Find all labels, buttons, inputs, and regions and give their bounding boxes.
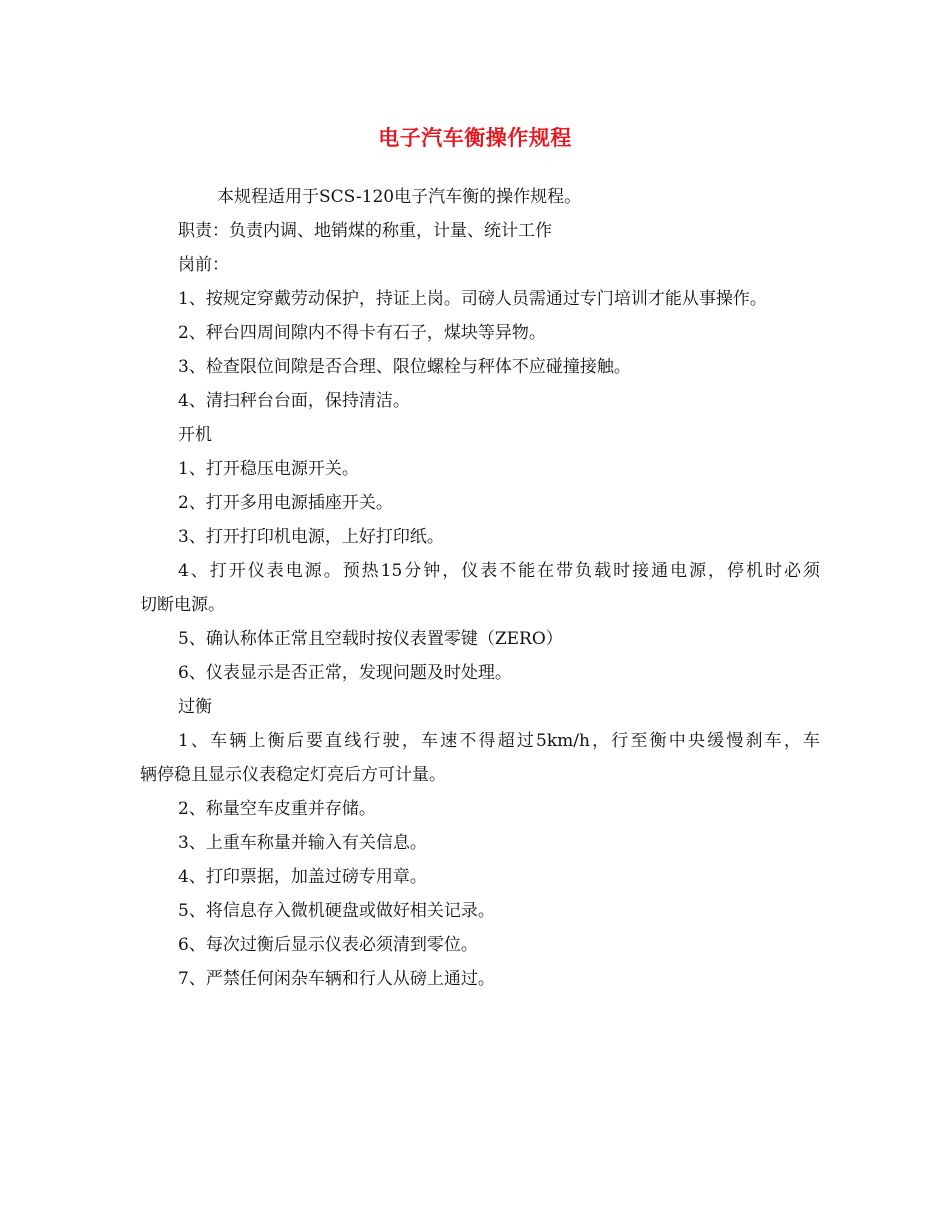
document-body — [140, 180, 820, 996]
list-item: 2、秤台四周间隙内不得卡有石子，煤块等异物。 — [178, 323, 546, 343]
section-heading-weighing: 过衡 — [178, 697, 212, 717]
list-item: 2、打开多用电源插座开关。 — [178, 493, 393, 513]
document-title: 电子汽车衡操作规程 — [378, 125, 572, 150]
list-item: 6、每次过衡后显示仪表必须清到零位。 — [178, 935, 478, 955]
list-item: 4、打印票据，加盖过磅专用章。 — [178, 867, 427, 887]
list-item-line1: 4、打开仪表电源。预热15分钟，仪表不能在带负载时接通电源，停机时必须 — [178, 561, 820, 581]
list-item: 3、检查限位间隙是否合理、限位螺栓与秤体不应碰撞接触。 — [178, 357, 631, 377]
section-heading-before-shift: 岗前： — [178, 255, 229, 275]
list-item: 5、确认称体正常且空载时按仪表置零键（ZERO） — [178, 629, 563, 649]
section-heading-startup: 开机 — [178, 425, 212, 445]
list-item: 4、清扫秤台台面，保持清洁。 — [178, 391, 410, 411]
intro-paragraph: 本规程适用于SCS-120电子汽车衡的操作规程。 — [217, 187, 582, 207]
list-item-line2: 辆停稳且显示仪表稳定灯亮后方可计量。 — [140, 765, 446, 785]
list-item-line1: 1、车辆上衡后要直线行驶，车速不得超过5km/h，行至衡中央缓慢刹车，车 — [178, 731, 820, 751]
list-item: 5、将信息存入微机硬盘或做好相关记录。 — [178, 901, 495, 921]
list-item-line2: 切断电源。 — [140, 595, 225, 615]
list-item: 1、按规定穿戴劳动保护，持证上岗。司磅人员需通过专门培训才能从事操作。 — [178, 289, 767, 309]
list-item: 1、打开稳压电源开关。 — [178, 459, 359, 479]
duty-line: 职责：负责内调、地销煤的称重，计量、统计工作 — [178, 221, 552, 241]
list-item: 3、上重车称量并输入有关信息。 — [178, 833, 427, 853]
list-item: 3、打开打印机电源，上好打印纸。 — [178, 527, 444, 547]
list-item: 6、仪表显示是否正常，发现问题及时处理。 — [178, 663, 512, 683]
list-item: 7、严禁任何闲杂车辆和行人从磅上通过。 — [178, 969, 495, 989]
list-item: 2、称量空车皮重并存储。 — [178, 799, 376, 819]
